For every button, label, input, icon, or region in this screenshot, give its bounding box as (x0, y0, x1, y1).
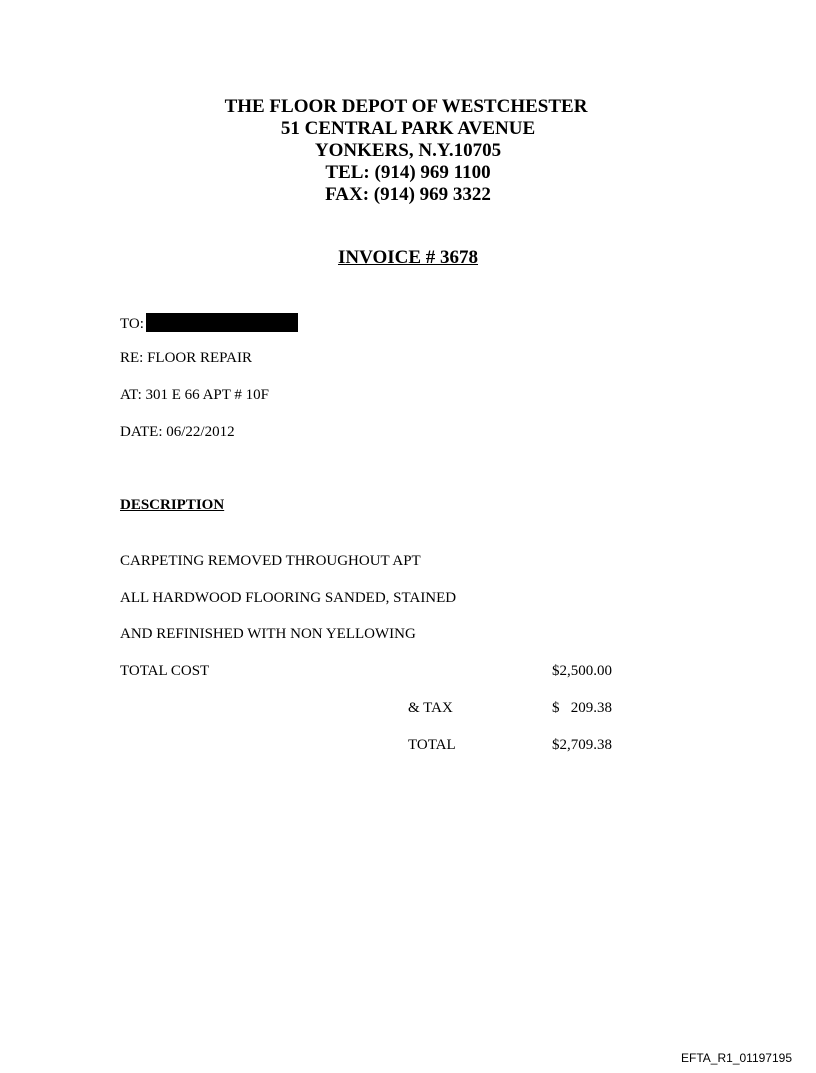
total-cost-label: TOTAL COST (120, 663, 210, 679)
fax: FAX: (914) 969 3322 (325, 184, 491, 205)
at-field: AT: 301 E 66 APT # 10F (120, 387, 269, 403)
invoice-title: INVOICE # 3678 (337, 247, 479, 268)
to-label: TO: (120, 316, 144, 332)
tax-value: $ 209.38 (552, 700, 612, 716)
letterhead (0, 96, 816, 206)
description-line: CARPETING REMOVED THROUGHOUT APT (120, 553, 421, 569)
total-value: $2,709.38 (552, 737, 612, 753)
re-field: RE: FLOOR REPAIR (120, 350, 252, 366)
company-name: THE FLOOR DEPOT OF WESTCHESTER (224, 96, 588, 117)
bates-number: EFTA_R1_01197195 (681, 1051, 792, 1065)
redaction-bar (146, 313, 298, 332)
telephone: TEL: (914) 969 1100 (325, 162, 491, 183)
total-label: TOTAL (408, 737, 456, 753)
to-field (120, 313, 298, 333)
description-heading: DESCRIPTION (120, 497, 225, 513)
address-line-1: 51 CENTRAL PARK AVENUE (280, 118, 536, 139)
date-field: DATE: 06/22/2012 (120, 424, 235, 440)
address-line-2: YONKERS, N.Y.10705 (314, 140, 502, 161)
description-line: AND REFINISHED WITH NON YELLOWING (120, 626, 416, 642)
tax-label: & TAX (408, 700, 453, 716)
description-line: ALL HARDWOOD FLOORING SANDED, STAINED (120, 590, 457, 606)
total-cost-value: $2,500.00 (552, 663, 612, 679)
